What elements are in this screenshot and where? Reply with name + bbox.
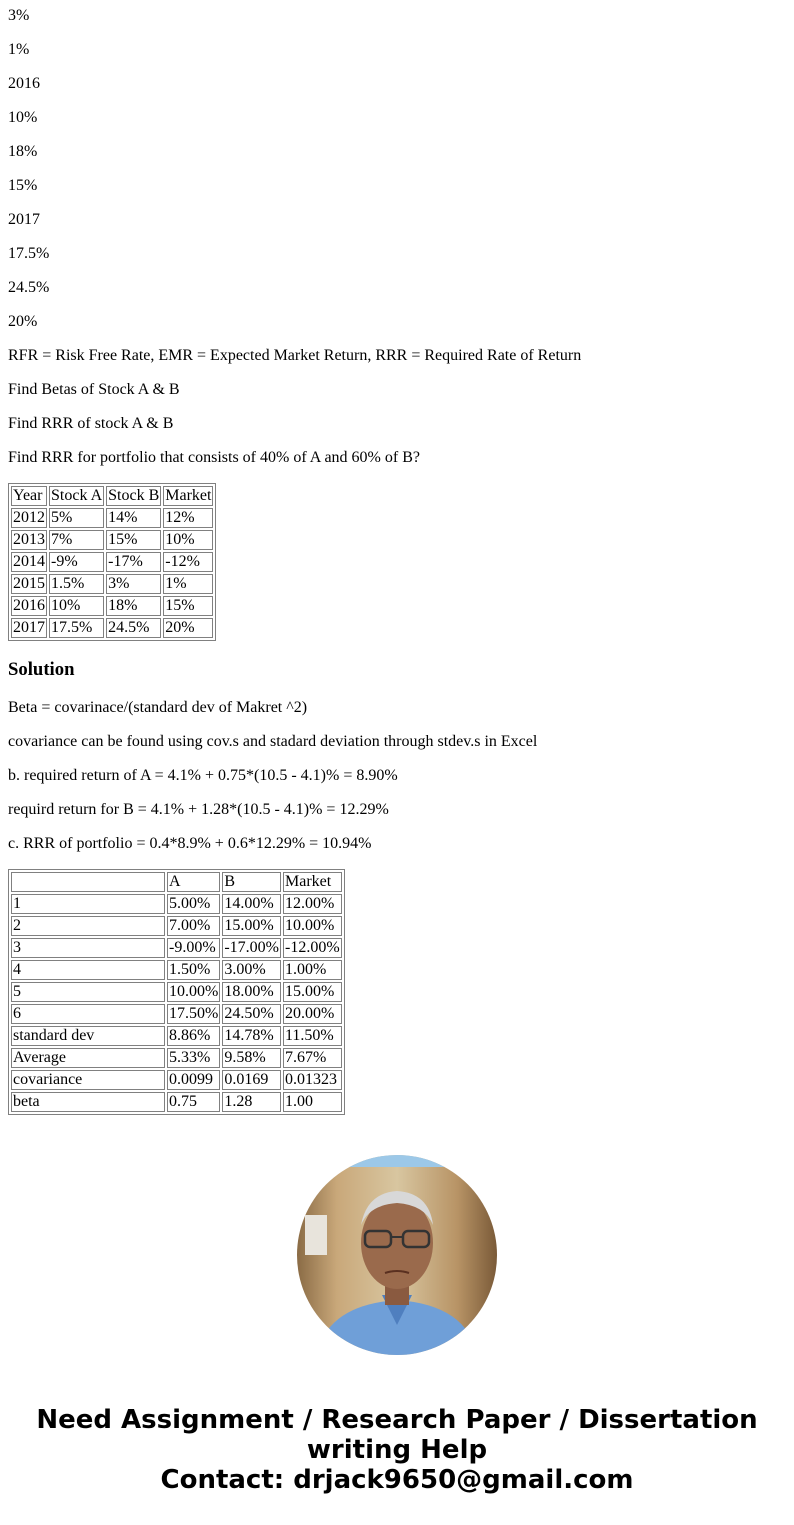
table-cell: 0.0099 <box>167 1070 220 1090</box>
table-cell: 12% <box>163 508 213 528</box>
header-cell <box>11 872 165 892</box>
table-cell: 2 <box>11 916 165 936</box>
table-cell: 9.58% <box>222 1048 281 1068</box>
table-row <box>11 960 342 980</box>
table-cell: 10.00% <box>283 916 342 936</box>
question-2: Find RRR of stock A & B <box>8 415 174 432</box>
table-cell: 5.33% <box>167 1048 220 1068</box>
table-cell: 10.00% <box>169 983 219 1000</box>
table-cell: -17.00% <box>224 939 279 956</box>
table-cell: 4 <box>11 960 165 980</box>
table-row <box>11 596 213 616</box>
text-line: 10% <box>8 109 38 126</box>
table-row <box>11 1092 342 1112</box>
table-cell: standard dev <box>11 1026 165 1046</box>
table-cell: 18% <box>106 596 161 616</box>
table-cell: -9% <box>49 552 104 572</box>
table-cell: 7.67% <box>283 1048 342 1068</box>
table-cell: 3 <box>11 938 165 958</box>
text-line: 18% <box>8 143 38 160</box>
table-cell: 7.00% <box>167 916 220 936</box>
header-cell: A <box>167 872 220 892</box>
table-row <box>11 916 342 936</box>
table-cell: covariance <box>11 1070 165 1090</box>
table-cell: 10% <box>163 530 213 550</box>
table-cell: 1% <box>163 574 213 594</box>
table-row <box>11 618 213 638</box>
table-cell: 20% <box>163 618 213 638</box>
table-cell: 0.0169 <box>222 1070 281 1090</box>
table-cell: 14% <box>106 508 161 528</box>
header-row <box>11 872 342 892</box>
document <box>8 7 786 1525</box>
text-line: 15% <box>8 177 38 194</box>
table-cell: 3.00% <box>222 960 281 980</box>
table-cell: 15.00% <box>222 916 281 936</box>
header-cell: Market <box>165 487 212 504</box>
table-cell: 1.00 <box>283 1092 342 1112</box>
table-cell: 24.50% <box>222 1004 281 1024</box>
solution-line: covariance can be found using cov.s and stadard deviation through stdev.s in Excel <box>8 733 538 750</box>
table-cell: -17% <box>106 552 161 572</box>
table-cell: 5.00% <box>167 894 220 914</box>
table-row <box>11 552 213 572</box>
table-row <box>11 982 342 1002</box>
text-line: 24.5% <box>8 279 50 296</box>
text-line: 2017 <box>8 211 40 228</box>
table-cell: 7% <box>49 530 104 550</box>
table-cell: 5 <box>11 982 165 1002</box>
header-row <box>11 486 213 506</box>
solution-lines <box>8 699 786 853</box>
table-cell: -12.00% <box>284 939 340 956</box>
table-cell: 2015 <box>13 575 45 592</box>
table-cell: 14.00% <box>222 894 281 914</box>
table-cell: 14.78% <box>222 1026 281 1046</box>
table-cell: 0.01323 <box>283 1070 342 1090</box>
text-line: 20% <box>8 313 38 330</box>
table-row <box>11 938 342 958</box>
table-row <box>11 1004 342 1024</box>
table-row <box>11 530 213 550</box>
table-cell: 1.00% <box>283 960 342 980</box>
footer-line-1: Need Assignment / Research Paper / Dissertation <box>36 1405 758 1435</box>
table-cell: 8.86% <box>167 1026 220 1046</box>
table-cell: -9.00% <box>167 938 220 958</box>
footer-line-2: writing Help <box>306 1435 488 1465</box>
table-cell: 1.28 <box>222 1092 281 1112</box>
table-cell: 5% <box>49 508 104 528</box>
definitions: RFR = Risk Free Rate, EMR = Expected Market Return, RRR = Required Rate of Return <box>8 347 582 364</box>
top-lines <box>8 7 786 331</box>
table-cell: 6 <box>11 1004 165 1024</box>
table-cell: 1.5% <box>49 574 104 594</box>
table-cell: 2016 <box>13 597 45 614</box>
table-row <box>11 1026 342 1046</box>
solution-line: requird return for B = 4.1% + 1.28*(10.5 - 4.1)% = 12.29% <box>8 801 389 818</box>
calculation-table <box>8 869 345 1115</box>
table-row <box>11 894 342 914</box>
table-cell: 11.50% <box>283 1026 342 1046</box>
header-cell: Stock B <box>108 487 160 504</box>
table-cell: 2014 <box>13 553 45 570</box>
table-cell: 10% <box>49 596 104 616</box>
table-cell: 17.5% <box>49 618 104 638</box>
header-cell: Stock A <box>51 487 103 504</box>
solution-heading: Solution <box>8 659 75 680</box>
table-cell: Average <box>11 1048 165 1068</box>
text-line: 3% <box>8 7 30 24</box>
table-cell: 15% <box>106 530 161 550</box>
table-cell: 18.00% <box>222 982 281 1002</box>
table-cell: 17.50% <box>169 1005 219 1022</box>
table-row <box>11 1070 342 1090</box>
table-cell: 0.75 <box>167 1092 220 1112</box>
table-cell: -12% <box>163 552 213 572</box>
table-cell: 24.5% <box>106 618 161 638</box>
solution-line: c. RRR of portfolio = 0.4*8.9% + 0.6*12.29% = 10.94% <box>8 835 372 852</box>
table-cell: 20.00% <box>283 1004 342 1024</box>
table-row <box>11 508 213 528</box>
table-cell: 2017 <box>13 619 45 636</box>
text-line: 1% <box>8 41 30 58</box>
text-line: 17.5% <box>8 245 50 262</box>
table-cell: 12.00% <box>283 894 342 914</box>
table-row <box>11 1048 342 1068</box>
author-photo <box>297 1155 497 1355</box>
solution-line: Beta = covarinace/(standard dev of Makret ^2) <box>8 699 308 716</box>
question-3: Find RRR for portfolio that consists of 40% of A and 60% of B? <box>8 449 420 466</box>
table-cell: 1.50% <box>167 960 220 980</box>
question-1: Find Betas of Stock A & B <box>8 381 180 398</box>
table-row <box>11 574 213 594</box>
table-cell: 2013 <box>13 531 45 548</box>
header-cell: Year <box>11 486 47 506</box>
solution-line: b. required return of A = 4.1% + 0.75*(10.5 - 4.1)% = 8.90% <box>8 767 398 784</box>
footer-ad <box>8 1405 786 1525</box>
returns-table <box>8 483 216 641</box>
table-cell: 3% <box>106 574 161 594</box>
footer-contact: Contact: drjack9650@gmail.com <box>160 1465 634 1495</box>
table-cell: beta <box>11 1092 165 1112</box>
header-cell: B <box>222 872 281 892</box>
table-cell: 15% <box>163 596 213 616</box>
header-cell: Market <box>283 872 342 892</box>
table-cell: 1 <box>11 894 165 914</box>
table-cell: 2012 <box>13 509 45 526</box>
table-cell: 15.00% <box>283 982 342 1002</box>
text-line: 2016 <box>8 75 40 92</box>
